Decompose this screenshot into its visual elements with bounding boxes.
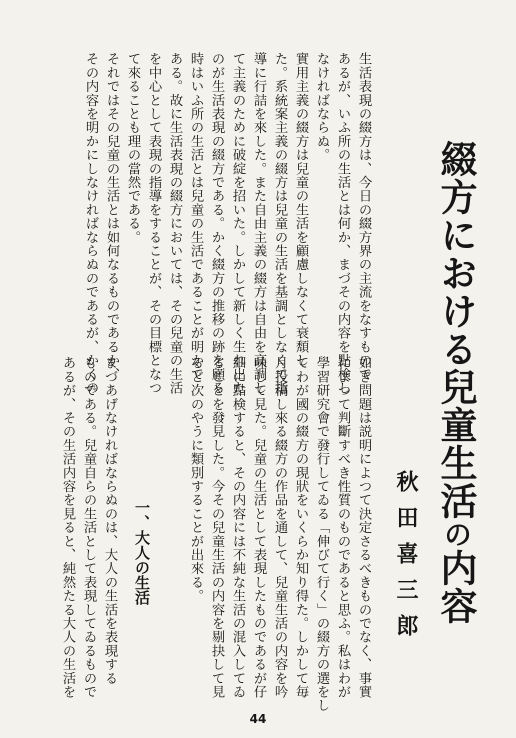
- author-name: 秋田喜三郎: [393, 470, 419, 650]
- body-column-upper: を中心として表現の指導をすることが、その目標となつ: [146, 52, 161, 395]
- body-column-lower: ると次のやうに類別することが出來る。: [188, 356, 203, 603]
- body-column-lower: まづあげなければならぬのは、大人の生活を表現する: [102, 356, 117, 685]
- body-column-upper: て來ることも理の當然である。: [125, 52, 140, 244]
- body-column-lower: ることを發見した。今その兒童生活の内容を剔抉して見: [209, 356, 224, 699]
- body-column-upper: て主義のために破綻を招いた。しかして新しく生れ出た: [230, 52, 245, 395]
- body-column-lower: 味して見た。兒童の生活として表現したものであるが仔: [251, 356, 266, 699]
- body-column-lower: 如き問題は説明によつて決定さるべきものでなく、事實: [356, 356, 371, 699]
- article-title-particle: の: [440, 520, 473, 549]
- page-number: 44: [249, 712, 267, 726]
- body-column-lower: 月投稿し來る綴方の作品を通して、兒童生活の内容を吟: [272, 356, 287, 699]
- body-column-upper: のが生活表現の綴方である。かく綴方の推移の跡を顧る: [209, 52, 224, 395]
- body-column-lower: 學習研究會で發行してゐる「伸びて行く」の綴方の選をし: [314, 356, 329, 713]
- body-column-upper: 時はいふ所の生活とは兒童の生活であることが明かで: [188, 52, 203, 381]
- body-column-upper: ある。故に生活表現の綴方においては、その兒童の生活: [167, 52, 182, 395]
- body-column-lower: てわが國の綴方の現狀をいくらか知り得た。しかして毎: [293, 356, 308, 699]
- article-title-main: 綴方における兒童生活: [434, 140, 478, 520]
- body-column-upper: 導に行詰を來した。また自由主義の綴方は自由を高調し: [251, 52, 266, 395]
- body-column-upper: その内容を明かにしなければならぬのであるが、かくの: [83, 52, 98, 395]
- body-column-upper: あるが、いふ所の生活とは何か、まづその内容を點検し: [335, 52, 350, 395]
- body-column-upper: た。系統案主義の綴方は兒童の生活を基調としなくて指: [272, 52, 287, 395]
- body-column-lower: あるが、その生活内容を見ると、純然たる大人の生活を: [60, 356, 75, 699]
- body-column-upper: 生活表現の綴方は、今日の綴方界の主流をなすもので: [356, 52, 371, 381]
- body-column-upper: それではその兒童の生活とは如何なるものであるか、: [104, 52, 119, 381]
- article-title: [432, 140, 480, 625]
- body-column-lower: 細に點検すると、その内容には不純な生活の混入してゐ: [230, 356, 245, 699]
- body-column-lower: ものである。兒童自らの生活として表現してゐるもので: [81, 356, 96, 699]
- article-title-end: 内容: [434, 549, 478, 625]
- body-column-lower: によつて判斷すべき性質のものであると思ふ。私はわが: [335, 356, 350, 699]
- body-column-upper: 實用主義の綴方は兒童の生活を顧慮しなくて衰頽し: [293, 52, 308, 368]
- section-heading: 一、大人の生活: [133, 500, 151, 605]
- body-column-upper: なければならぬ。: [314, 52, 329, 162]
